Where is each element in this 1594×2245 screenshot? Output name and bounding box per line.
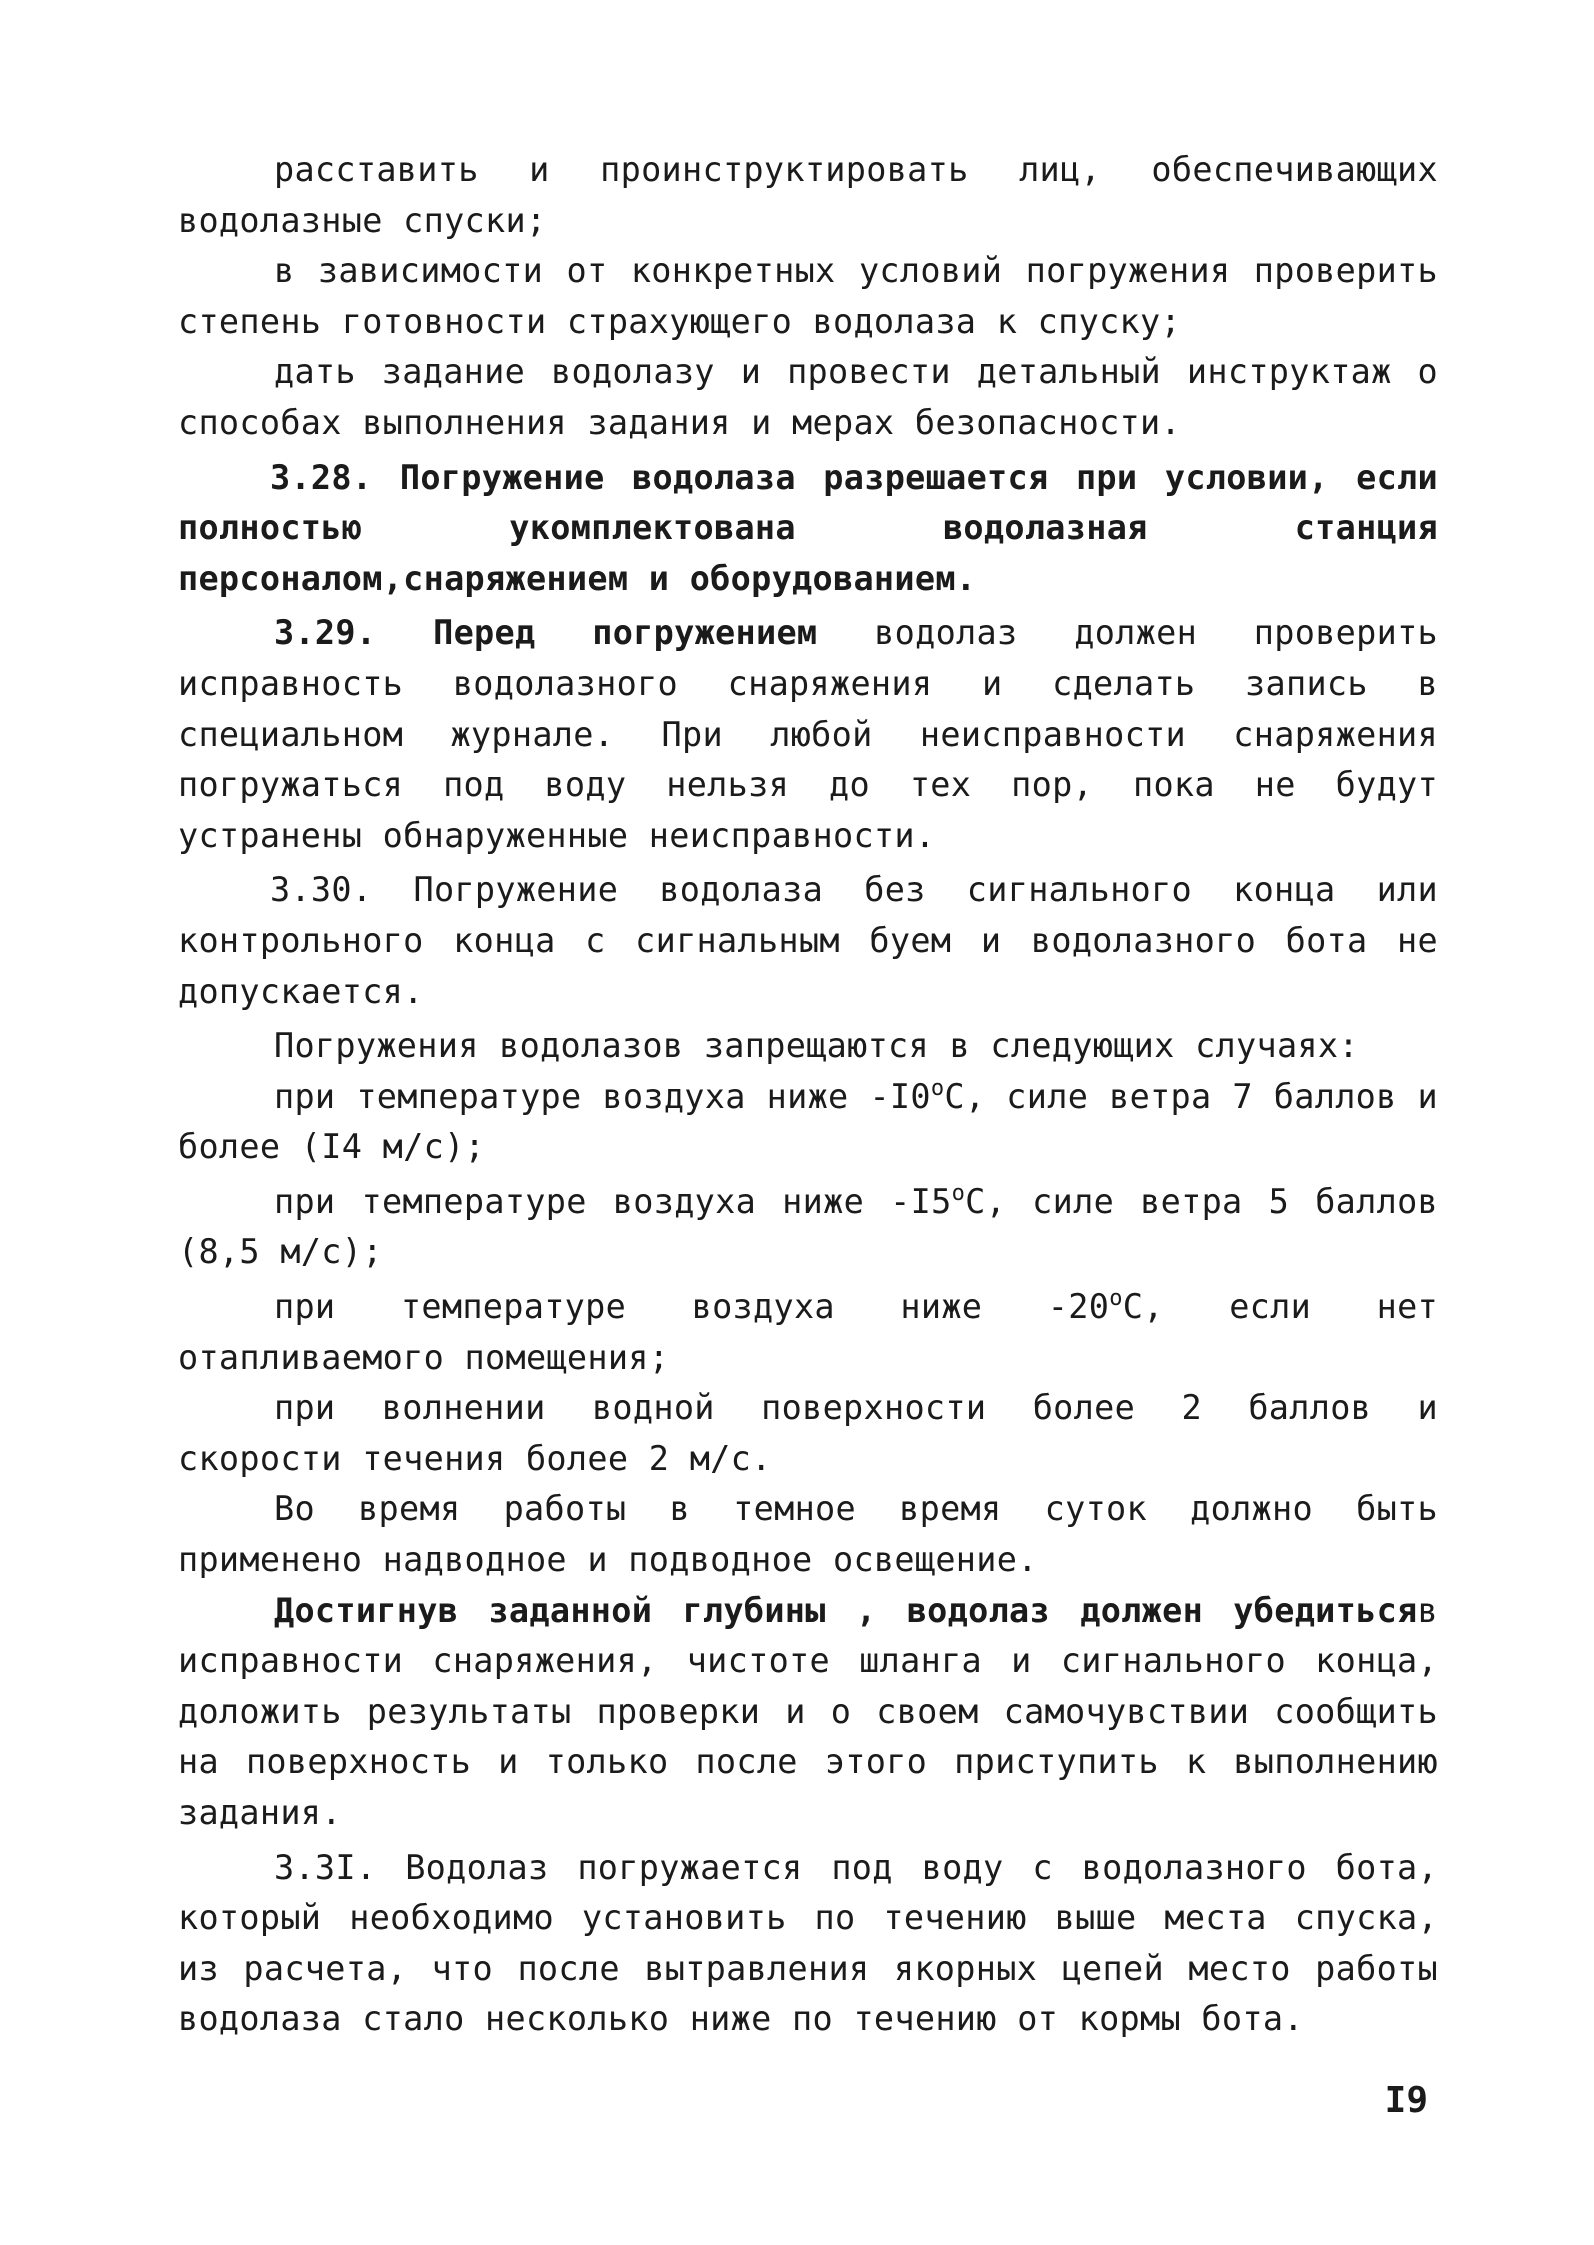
section-3-31: 3.3I. Водолаз погружается под воду с водолазного бота, который необходимо установить по течению выше места спуска, из расчета, что после вытравления якорных цепей место работы водолаза стало несколько ниже по течению от кормы бота.	[178, 1847, 1438, 2039]
paragraph: в зависимости от конкретных условий погружения проверить степень готовности страхующего водолаза к спуску;	[178, 251, 1438, 341]
list-item	[178, 1282, 1438, 1383]
body-text	[178, 145, 1438, 2045]
list-item-text: C, силе ветра 5 баллов (8,5 м/с);	[178, 1181, 1439, 1272]
list-item-text: при температуре воздуха ниже -20	[274, 1287, 1110, 1327]
paragraph-lead: Достигнув заданной глубины , водолаз должен убедиться	[274, 1590, 1418, 1630]
list-item-text: при температуре воздуха ниже -I5	[274, 1181, 952, 1221]
paragraph	[178, 1586, 1438, 1839]
section-3-29	[178, 608, 1438, 861]
list-item	[178, 1072, 1438, 1173]
list-item: при волнении водной поверхности более 2 баллов и скорости течения более 2 м/с.	[178, 1388, 1438, 1478]
list-item-text: C, если нет отапливаемого помещения;	[178, 1287, 1439, 1377]
list-item-text: C, силе ветра 7 баллов и более (I4 м/с);	[178, 1076, 1439, 1167]
degree-sign: о	[951, 1180, 966, 1206]
section-3-28: 3.28. Погружение водолаза разрешается при условии, если полностью укомплектована водолазная станция персоналом,снаряжением и оборудованием.	[178, 457, 1438, 598]
paragraph: Во время работы в темное время суток должно быть применено надводное и подводное освещение.	[178, 1489, 1438, 1580]
section-3-29-lead: 3.29. Перед погружением	[274, 613, 818, 653]
list-item	[178, 1177, 1438, 1278]
page-number: I9	[1384, 2080, 1428, 2121]
degree-sign: о	[930, 1075, 945, 1101]
degree-sign: о	[1109, 1286, 1123, 1312]
paragraph: Погружения водолазов запрещаются в следующих случаях:	[274, 1026, 1359, 1066]
paragraph: расставить и проинструктировать лиц, обеспечивающих водолазные спуски;	[178, 150, 1438, 240]
section-3-29-body: водолаз должен проверить исправность водолазного снаряжения и сделать запись в специальном журнале. При любой неисправности снаряжения погружаться под воду нельзя до тех пор, пока не будут устранены обнаруженные неисправности.	[178, 613, 1439, 855]
paragraph: дать задание водолазу и провести детальный инструктаж о способах выполнения задания и мерах безопасности.	[178, 352, 1438, 442]
list-item-text: при температуре воздуха ниже -I0	[274, 1076, 931, 1116]
section-3-30: 3.30. Погружение водолаза без сигнального конца или контрольного конца с сигнальным буем и водолазного бота не допускается.	[178, 870, 1438, 1011]
paragraph-body: в исправности снаряжения, чистоте шланга и сигнального конца, доложить результаты проверки и о своем самочувствии сообщить на поверхность и только после этого приступить к выполнению задания.	[178, 1590, 1438, 1832]
